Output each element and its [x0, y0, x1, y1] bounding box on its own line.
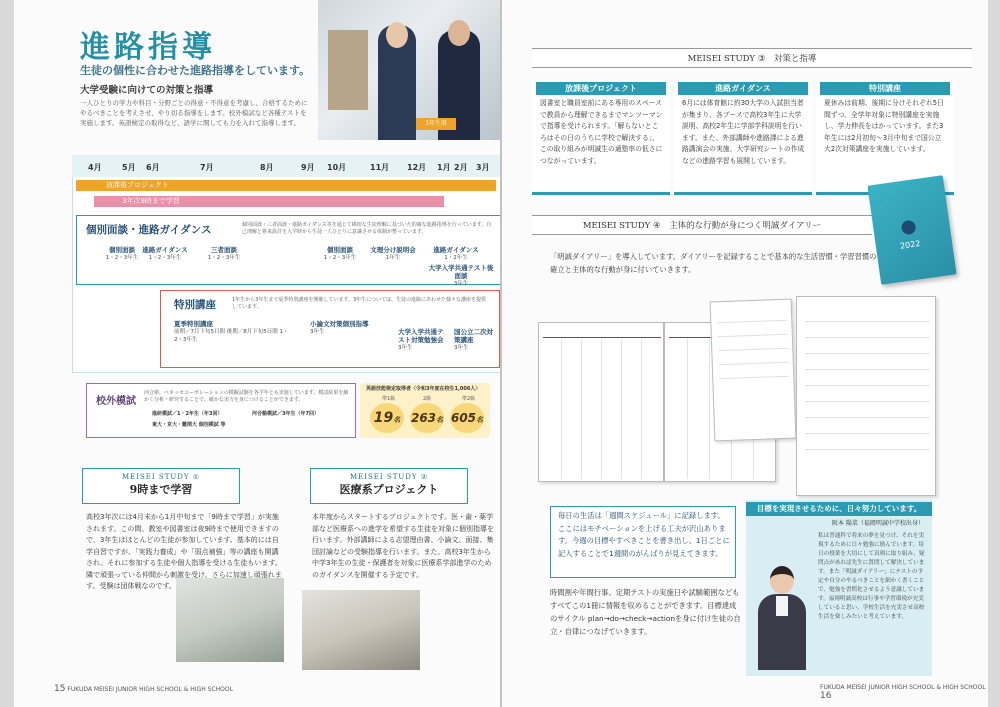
eiken-level-label: 準1級 [382, 396, 396, 402]
special-item: 国公立二次対策講座 3年生 [454, 328, 493, 351]
weekly-schedule-page [538, 322, 664, 482]
page-footer: 15 FUKUDA MEISEI JUNIOR HIGH SCHOOL & HIGH SCHOOL [54, 684, 233, 694]
guidance-item: 進路ガイダンス 1・2年生 [433, 246, 479, 261]
eiken-count: 19名 [370, 403, 404, 433]
study1-header [82, 468, 240, 504]
special-item: 大学入学共通テスト対策勉強会 3年生 [398, 328, 444, 351]
student-photo [754, 566, 810, 670]
guidance-desc: 個別面談・三者面談・進路ガイダンス等を通じて綿密な生徒理解に基づいた的確な進路指導を行っています。自己理解と将来設計を入学時から生徒一人ひとりに意識させる体制が整っています。 [242, 222, 492, 235]
diary-page [710, 299, 797, 442]
eiken-title: 英語技能検定取得者〈令和3年度在校生1,006人〉 [366, 386, 481, 392]
month-label: 5月 [122, 163, 136, 172]
month-label: 10月 [327, 163, 347, 172]
guidance-item: 個別面談 1・2・3年生 [323, 246, 357, 261]
eiken-level-label: 準2級 [462, 396, 476, 402]
month-label: 9月 [301, 163, 315, 172]
month-label: 3月 [476, 163, 490, 172]
guidance-title: 個別面談・進路ガイダンス [86, 224, 212, 236]
guidance-item: 大学入学共通テスト後面談 3年生 [428, 264, 494, 287]
section-heading: 大学受験に向けての対策と指導 [80, 85, 214, 96]
study4-header: MEISEI STUDY ④ 主体的な行動が身につく明誠ダイアリー [532, 215, 872, 235]
month-label: 11月 [370, 163, 390, 172]
guidance-item: 文理分け説明会 1年生 [370, 246, 416, 261]
study2-text: 本年度からスタートするプロジェクトです。医・歯・薬学部など医療系への進学を希望する生徒を対象に個別指導を行います。外部講師による志望理由書、小論文、面接、集団討論などの受験指導を行います。また、高校3年生から中学3年生の生徒・保護者を対象に医療系学部進学のためのガイダンスを開催する予定です。 [312, 513, 494, 579]
month-label: 1月 [437, 163, 451, 172]
study1-text: 高校3年次には4月末から1月中旬まで「9時まで学習」が実施されます。この間、教室や図書室は夜9時まで使用できますので、3年生はほとんどの生徒が参加しています。基本的には自学自習ですが、「実践力養成」や「弱点補強」等の講座も開講され、それに参加する生徒や個人指導を受ける生徒もいます。隣で頑張っている仲間から刺激を受け、さらに加速し頑張れます。受験は団体戦なのです。 [86, 513, 282, 590]
classroom-photo [176, 578, 284, 662]
lead-text: 一人ひとりの学力や科目・分野ごとの得意・不得意を考慮し、合格するためにやるべきことを考えさせ、やり切る指導をします。校外模試など各種テストを実施します。英語検定の取得など、語学に関しても力を入れて指導します。 [80, 99, 308, 127]
weekly-body-text: 時間割や年間行事、定期テストの実施日や試験範囲などもすべてこの1冊に情報を収めることができます。目標達成のサイクル plan→do→check→actionを身に付け生徒の自立・自律につなげていきます。 [550, 588, 741, 636]
study2-title: 医療系プロジェクト [339, 483, 439, 496]
mock-item: 進研模試／1・2年生（年3回） [152, 411, 223, 417]
classroom-photo [302, 590, 420, 670]
weekly-note-text: 毎日の生活は「週間スケジュール」に記録します。ここにはモチベーションを上げる工夫が沢山あります。今週の目標やすべきことを書き出し、1日ごとに記入することで1週間のがんばりが見えてきます。 [558, 511, 730, 558]
special-title: 特別講座 [174, 299, 216, 311]
study3-text: 6月には体育館に約30大学の入試担当者が集まり、各ブースで高校3年生に大学説明、高校2年生に学部学科説明を行います。また、外部講師や進路課による進路講演会の実施、大学研究シートの作成などの進路学習も展開しています。 [682, 99, 805, 165]
mock-desc: 河合塾、ベネッセコーポレーションの模擬試験を各学年とも実施しています。模試結果を細かく分析・研究することで、確かな実力を身につけることができます。 [144, 390, 349, 403]
diary-year: 2022 [899, 239, 921, 251]
study3-tab: 進路ガイダンス [678, 82, 808, 95]
month-label: 4月 [88, 163, 102, 172]
special-item: 小論文対策個別指導 3年生 [310, 320, 369, 335]
study1-en: MEISEI STUDY ① [121, 473, 201, 481]
voice-text: 私は普通科で将来の夢を見つけ、それを実現するために日々勉強に励んでいます。毎日の授業を大切にして真剣に取り組み、疑問点があれば先生に質問して解決しています。また「明誠ダイアリー」にテストの予定や自分のやるべきことを細かく書くことで、勉強を習慣化させるよう意識しています。福岡明誠高校は行事や学習環境が充実していると思い、学校生活を充実させ高校生活を楽しみたいと考えています。 [818, 533, 925, 620]
month-label: 12月 [407, 163, 427, 172]
diary-cover [867, 175, 956, 285]
guidance-item: 個別面談 1・2・3年生 [105, 246, 139, 261]
study3-tab: 特別講座 [820, 82, 950, 95]
study1-title: 9時まで学習 [129, 483, 193, 496]
eiken-level-label: 2級 [423, 396, 432, 402]
page-footer: FUKUDA MEISEI JUNIOR HIGH SCHOOL & HIGH SCHOOL 16 [820, 684, 986, 701]
bookshelf [328, 30, 368, 110]
month-label: 2月 [454, 163, 468, 172]
page-title: 進路指導 [80, 30, 216, 65]
special-desc: 1年生から3年生まで夏季特別講座を開催しています。3年生については、生徒の進路にあわせた様々な講座を提供しています。 [232, 297, 487, 310]
teachers-photo [318, 0, 500, 140]
mock-item: 河合塾模試／3年生（年7回） [252, 411, 319, 417]
study2-header [310, 468, 468, 504]
school-emblem [901, 220, 917, 236]
study3-tab: 放課後プロジェクト [536, 82, 666, 95]
left-page [14, 0, 500, 707]
study3-text: 夏休みは前期、後期に分けそれぞれ5日間ずつ、全学年対象に特別講座を実施し、学力伸長をはかっています。また3年生には2月初旬〜3月中旬まで国公立大2次対策講座を実施しています。 [824, 99, 944, 153]
photo-board: 3年生用 [416, 118, 456, 130]
study3-text: 図書室と職員室前にある専用のスペースで教員から理解できるまでマンツーマンで指導を受けられます。「解らないところはその日のうちに学校で解決する」、この取り組みが明誠生の通塾率の低さにつながっています。 [540, 99, 663, 165]
month-label: 6月 [146, 163, 160, 172]
month-label: 8月 [260, 163, 274, 172]
months-header [72, 155, 500, 177]
eiken-count: 605名 [450, 403, 484, 433]
guidance-item: 三者面談 1・2・3年生 [207, 246, 241, 261]
page-subtitle: 生徒の個性に合わせた進路指導をしています。 [80, 64, 311, 77]
study-until-9-bar: 3年次9時まで学習 [94, 196, 444, 207]
study2-en: MEISEI STUDY ② [349, 473, 429, 481]
after-school-bar: 放課後プロジェクト [76, 180, 496, 191]
mock-item: 東大・京大・難関大 個別模試 等 [152, 422, 226, 428]
person-head [448, 20, 470, 46]
eiken-count: 263名 [410, 403, 444, 433]
voice-name: 阪本 陽菜（福岡明誠中学校出身） [832, 520, 924, 527]
voice-title: 目標を実現させるために、日々努力しています。 [746, 502, 932, 516]
study4-text: 「明誠ダイアリー」を導入しています。ダイアリーを記録することで基本的な生活習慣・学習習慣の確立と主体的な行動が身に付いていきます。 [550, 252, 877, 274]
study3-header: MEISEI STUDY ③ 対策と指導 [532, 48, 972, 68]
right-page [502, 0, 988, 707]
month-label: 7月 [200, 163, 214, 172]
guidance-item: 進路ガイダンス 1・2・3年生 [142, 246, 188, 261]
diary-notes-page [796, 296, 936, 496]
mock-title: 校外模試 [96, 396, 136, 407]
special-item: 夏季特別講座 前期／7月下旬5日間 後期／8月下旬5日間 1・2・3年生 [174, 320, 289, 343]
person-head [386, 22, 408, 48]
